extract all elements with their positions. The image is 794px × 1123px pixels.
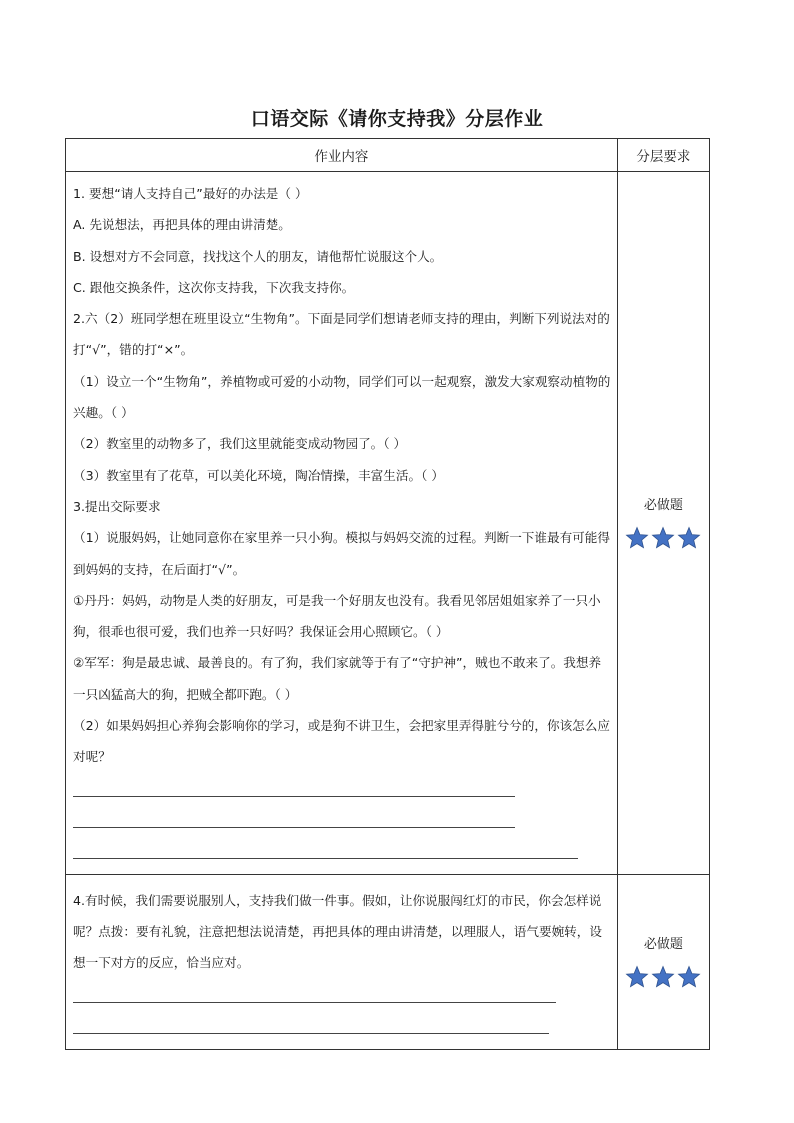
q3-dandan: ①丹丹：妈妈，动物是人类的好朋友，可是我一个好朋友也没有。我看见邻居姐姐家养了一只小狗，很乖也很可爱，我们也养一只好吗？我保证会用心照顾它。（ ） <box>73 592 601 640</box>
q2-stem: 2.六（2）班同学想在班里设立“生物角”。下面是同学们想请老师支持的理由，判断下列说法对的打“√”，错的打“×”。 <box>73 311 610 358</box>
section1-row <box>66 172 710 875</box>
star-icon <box>677 526 701 550</box>
section2-content <box>66 874 618 1049</box>
level-label: 必做题 <box>643 936 683 952</box>
q2-item-3: （3）教室里有了花草，可以美化环境，陶冶情操，丰富生活。（ ） <box>73 467 444 483</box>
q1-stem: 1. 要想“请人支持自己”最好的办法是（ ） <box>73 186 308 201</box>
answer-line[interactable] <box>73 979 611 1010</box>
answer-line[interactable] <box>73 773 611 804</box>
table-header-row <box>66 139 710 172</box>
page-title: 口语交际《请你支持我》分层作业 <box>250 108 544 130</box>
header-level: 分层要求 <box>617 139 709 172</box>
q3-part-2: （2）如果妈妈担心养狗会影响你的学习，或是狗不讲卫生，会把家里弄得脏兮兮的，你该怎么应对呢？ <box>73 718 610 765</box>
homework-table <box>65 138 710 1050</box>
section2-level <box>617 874 709 1049</box>
answer-line[interactable] <box>73 804 611 835</box>
q2-item-1: （1）设立一个“生物角”，养植物或可爱的小动物，同学们可以一起观察，激发大家观察动植物的兴趣。（ ） <box>73 373 611 421</box>
q1-option-a: A. 先说想法，再把具体的理由讲清楚。 <box>73 217 291 233</box>
star-rating <box>618 965 709 989</box>
q3-stem: 3.提出交际要求 <box>73 498 161 514</box>
star-icon <box>625 965 649 989</box>
star-icon <box>625 526 649 550</box>
star-rating <box>618 526 709 550</box>
answer-line[interactable] <box>73 835 611 866</box>
section1-content <box>66 172 618 875</box>
answer-line[interactable] <box>73 1010 611 1041</box>
q3-part-1: （1）说服妈妈，让她同意你在家里养一只小狗。模拟与妈妈交流的过程。判断一下谁最有可能得到妈妈的支持，在后面打“√”。 <box>73 530 610 577</box>
star-icon <box>651 526 675 550</box>
q3-junjun: ②军军：狗是最忠诚、最善良的。有了狗，我们家就等于有了“守护神”，贼也不敢来了。我想养一只凶猛高大的狗，把贼全都吓跑。（ ） <box>73 655 602 702</box>
q4-stem: 4.有时候，我们需要说服别人，支持我们做一件事。假如，让你说服闯红灯的市民，你会怎样说呢？点拨：要有礼貌，注意把想法说清楚，再把具体的理由讲清楚，以理服人，语气要婉转，设想一下对方的反应，恰当应对。 <box>73 892 602 971</box>
section2-row <box>66 874 710 1049</box>
q1-option-b: B. 设想对方不会同意，找找这个人的朋友，请他帮忙说服这个人。 <box>73 248 443 264</box>
q2-item-2: （2）教室里的动物多了，我们这里就能变成动物园了。（ ） <box>73 436 407 452</box>
star-icon <box>677 965 701 989</box>
q1-option-c: C. 跟他交换条件，这次你支持我，下次我支持你。 <box>73 279 355 295</box>
star-icon <box>651 965 675 989</box>
level-label: 必做题 <box>643 497 683 513</box>
header-content: 作业内容 <box>66 139 618 172</box>
section1-level <box>617 172 709 875</box>
